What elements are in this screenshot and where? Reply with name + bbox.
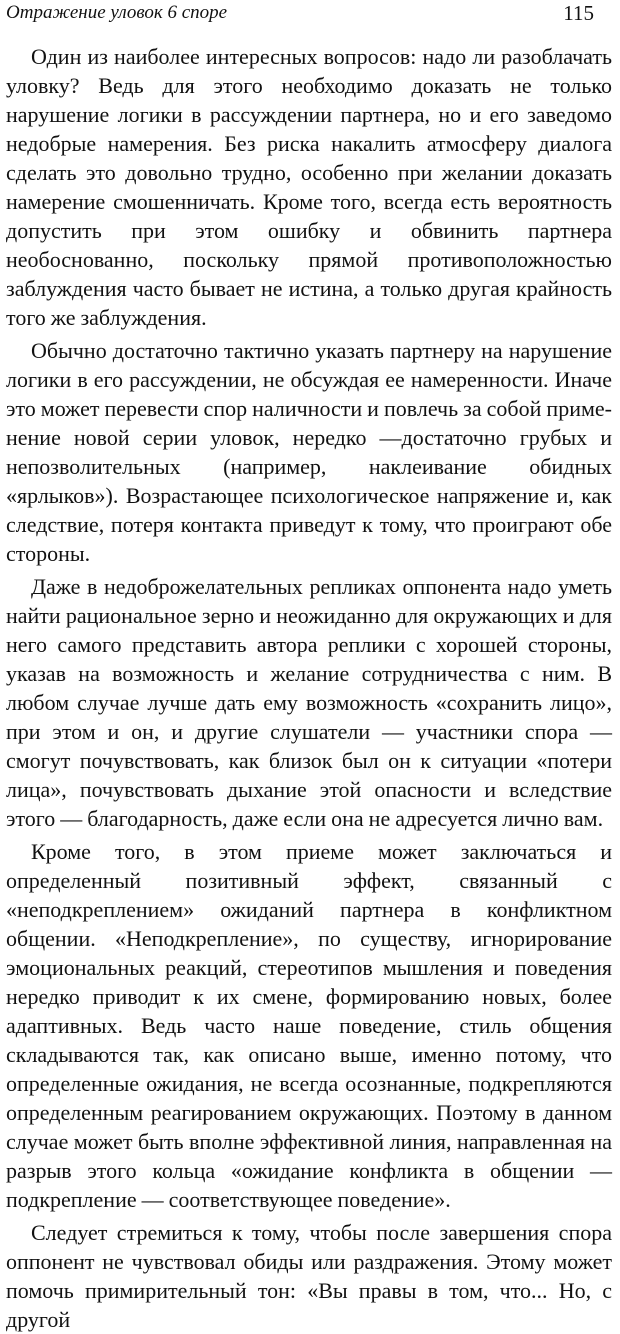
page-number: 115 <box>563 1 594 25</box>
paragraph: Кроме того, в этом приеме может заключаться и определенный позитивный эффект, связанный с «неподкреплением» ожиданий партнера в конфликтном общении. «Неподкрепление», по существу, игнорирование эмоциональных реакций, стереотипов мышления и поведения нередко приводит к их смене, формированию новых, более адаптивных. Ведь часто наше поведение, стиль общения складываются так, как описано выше, именно потому, что определенные ожидания, не всегда осознанные, подкрепляются определенным реагированием окружающих. Поэтому в данном случае может быть вполне эффективной линия, направленная на разрыв этого кольца «ожидание конфликта в общении — подкрепление — соответствующее поведение». <box>6 839 612 1212</box>
paragraph: Следует стремиться к тому, чтобы после завершения спора оппонент не чувствовал обиды или раздражения. Этому может помочь примирительный тон: «Вы правы в том, что... Но, с другой <box>6 1220 612 1332</box>
paragraph: Один из наиболее интересных вопросов: надо ли разоблачать уловку? Ведь для этого необходимо доказать не только нарушение логики в рассуждении партнера, но и его заведомо недобрые намерения. Без риска накалить атмосферу диалога сделать это довольно трудно, особенно при желании доказать намерение смошенничать. Кроме того, всегда есть вероятность допустить при этом ошибку и обвинить партнера необоснованно, поскольку прямой противоположностью заблуждения часто бывает не истина, а только другая крайность того же заблуждения. <box>6 44 612 330</box>
running-head <box>6 0 612 30</box>
paragraph: Даже в недоброжелательных репликах оппонента надо уметь найти рациональное зерно и неожиданно для окружающих и для него самого представить автора реплики с хорошей стороны, указав на возможность и желание сотрудничества с ним. В любом случае лучше дать ему возможность «сохранить лицо», при этом и он, и другие слушатели — участники спора — смогут почувствовать, как близок был он к ситуации «потери лица», почувствовать дыхание этой опасности и вследствие этого — благодарность, даже если она не адресуется лично вам. <box>6 574 612 831</box>
body-text <box>6 42 612 1334</box>
paragraph: Обычно достаточно тактично указать партнеру на нарушение логики в его рассуждении, не обсуждая ее намеренности. Иначе это может перевести спор наличности и повлечь за собой применение новой серии уловок, нередко —достаточно грубых и непозволительных (например, наклеивание обидных «ярлыков»). Возрастающее психологическое напряжение и, как следствие, потеря контакта приведут к тому, что проиграют обе стороны. <box>6 338 612 566</box>
running-title: Отражение уловок 6 споре <box>6 2 228 23</box>
